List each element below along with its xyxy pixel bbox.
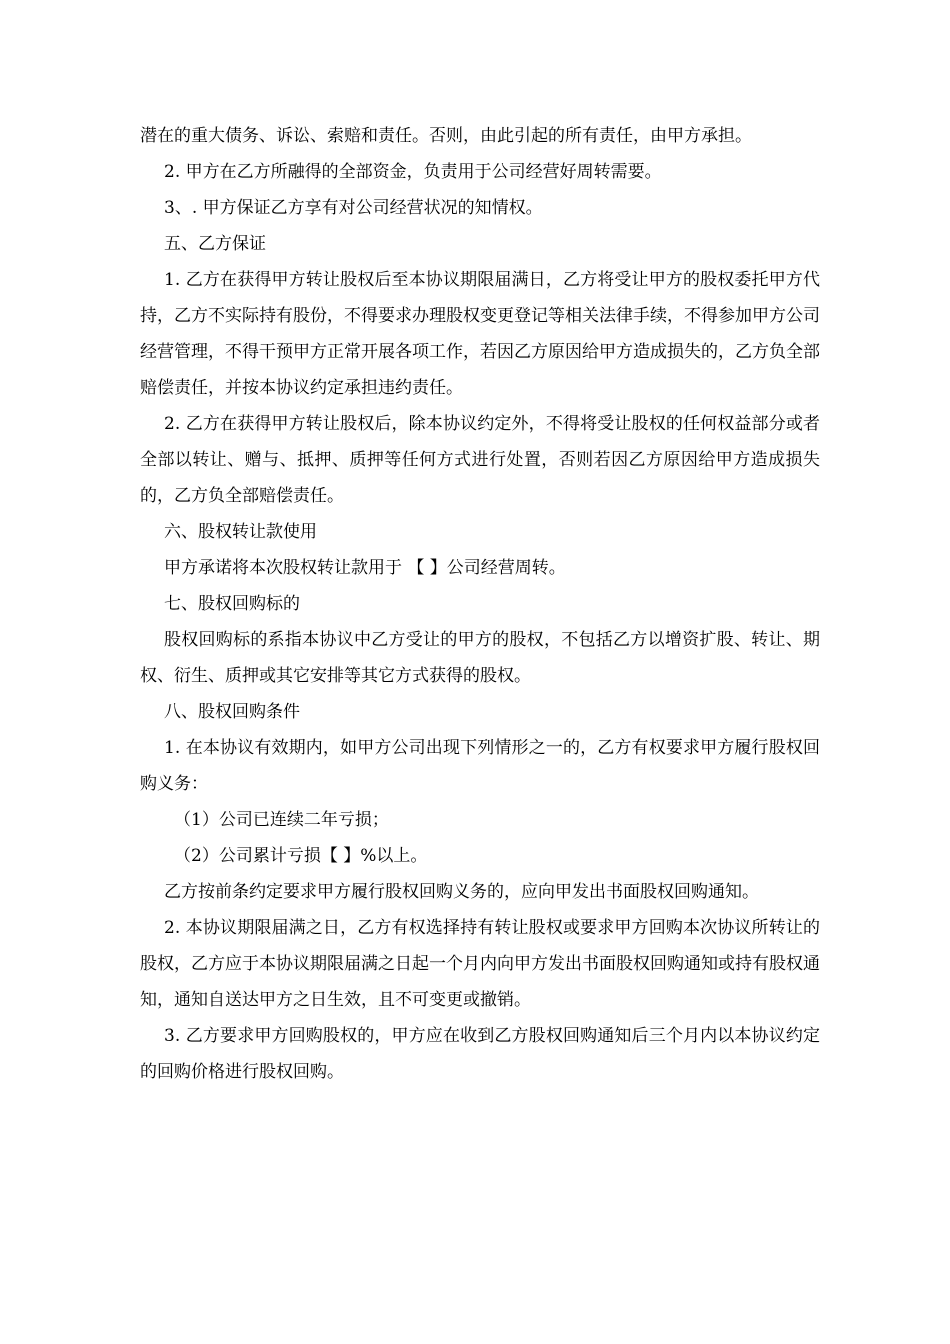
paragraph-15: 乙方按前条约定要求甲方履行股权回购义务的，应向甲发出书面股权回购通知。 — [164, 882, 759, 902]
paragraph-14: （2）公司累计亏损【 】%以上。 — [174, 846, 428, 866]
paragraph-10: 股权回购标的系指本协议中乙方受让的甲方的股权，不包括乙方以增资扩股、转让、期权、衍生、质押或其它安排等其它方式获得的股权。 — [140, 630, 820, 686]
section-heading-5: 五、乙方保证 — [164, 234, 266, 254]
paragraph-1: 潜在的重大债务、诉讼、索赔和责任。否则，由此引起的所有责任，由甲方承担。 — [140, 126, 752, 146]
paragraph-2: 2. 甲方在乙方所融得的全部资金，负责用于公司经营好周转需要。 — [164, 162, 662, 182]
paragraph-8: 甲方承诺将本次股权转让款用于 【 】公司经营周转。 — [164, 558, 566, 578]
section-heading-6: 六、股权转让款使用 — [164, 522, 317, 542]
paragraph-13: （1）公司已连续二年亏损； — [174, 810, 389, 830]
section-heading-7: 七、股权回购标的 — [164, 594, 300, 614]
paragraph-16: 2. 本协议期限届满之日，乙方有权选择持有转让股权或要求甲方回购本次协议所转让的股权，乙方应于本协议期限届满之日起一个月内向甲方发出书面股权回购通知或持有股权通知，通知自送达甲方之日生效，且不可变更或撤销。 — [140, 918, 820, 1010]
section-heading-8: 八、股权回购条件 — [164, 702, 300, 722]
paragraph-6: 2. 乙方在获得甲方转让股权后，除本协议约定外，不得将受让股权的任何权益部分或者全部以转让、赠与、抵押、质押等任何方式进行处置，否则若因乙方原因给甲方造成损失的，乙方负全部赔偿责任。 — [140, 414, 820, 506]
paragraph-3: 3、. 甲方保证乙方享有对公司经营状况的知情权。 — [164, 198, 543, 218]
paragraph-12: 1. 在本协议有效期内，如甲方公司出现下列情形之一的，乙方有权要求甲方履行股权回购义务： — [140, 738, 820, 794]
paragraph-5: 1. 乙方在获得甲方转让股权后至本协议期限届满日，乙方将受让甲方的股权委托甲方代持，乙方不实际持有股份，不得要求办理股权变更登记等相关法律手续，不得参加甲方公司经营管理，不得干预甲方正常开展各项工作，若因乙方原因给甲方造成损失的，乙方负全部赔偿责任，并按本协议约定承担违约责任。 — [140, 270, 820, 398]
paragraph-17: 3. 乙方要求甲方回购股权的，甲方应在收到乙方股权回购通知后三个月内以本协议约定的回购价格进行股权回购。 — [140, 1026, 820, 1082]
document-body — [140, 118, 820, 1090]
